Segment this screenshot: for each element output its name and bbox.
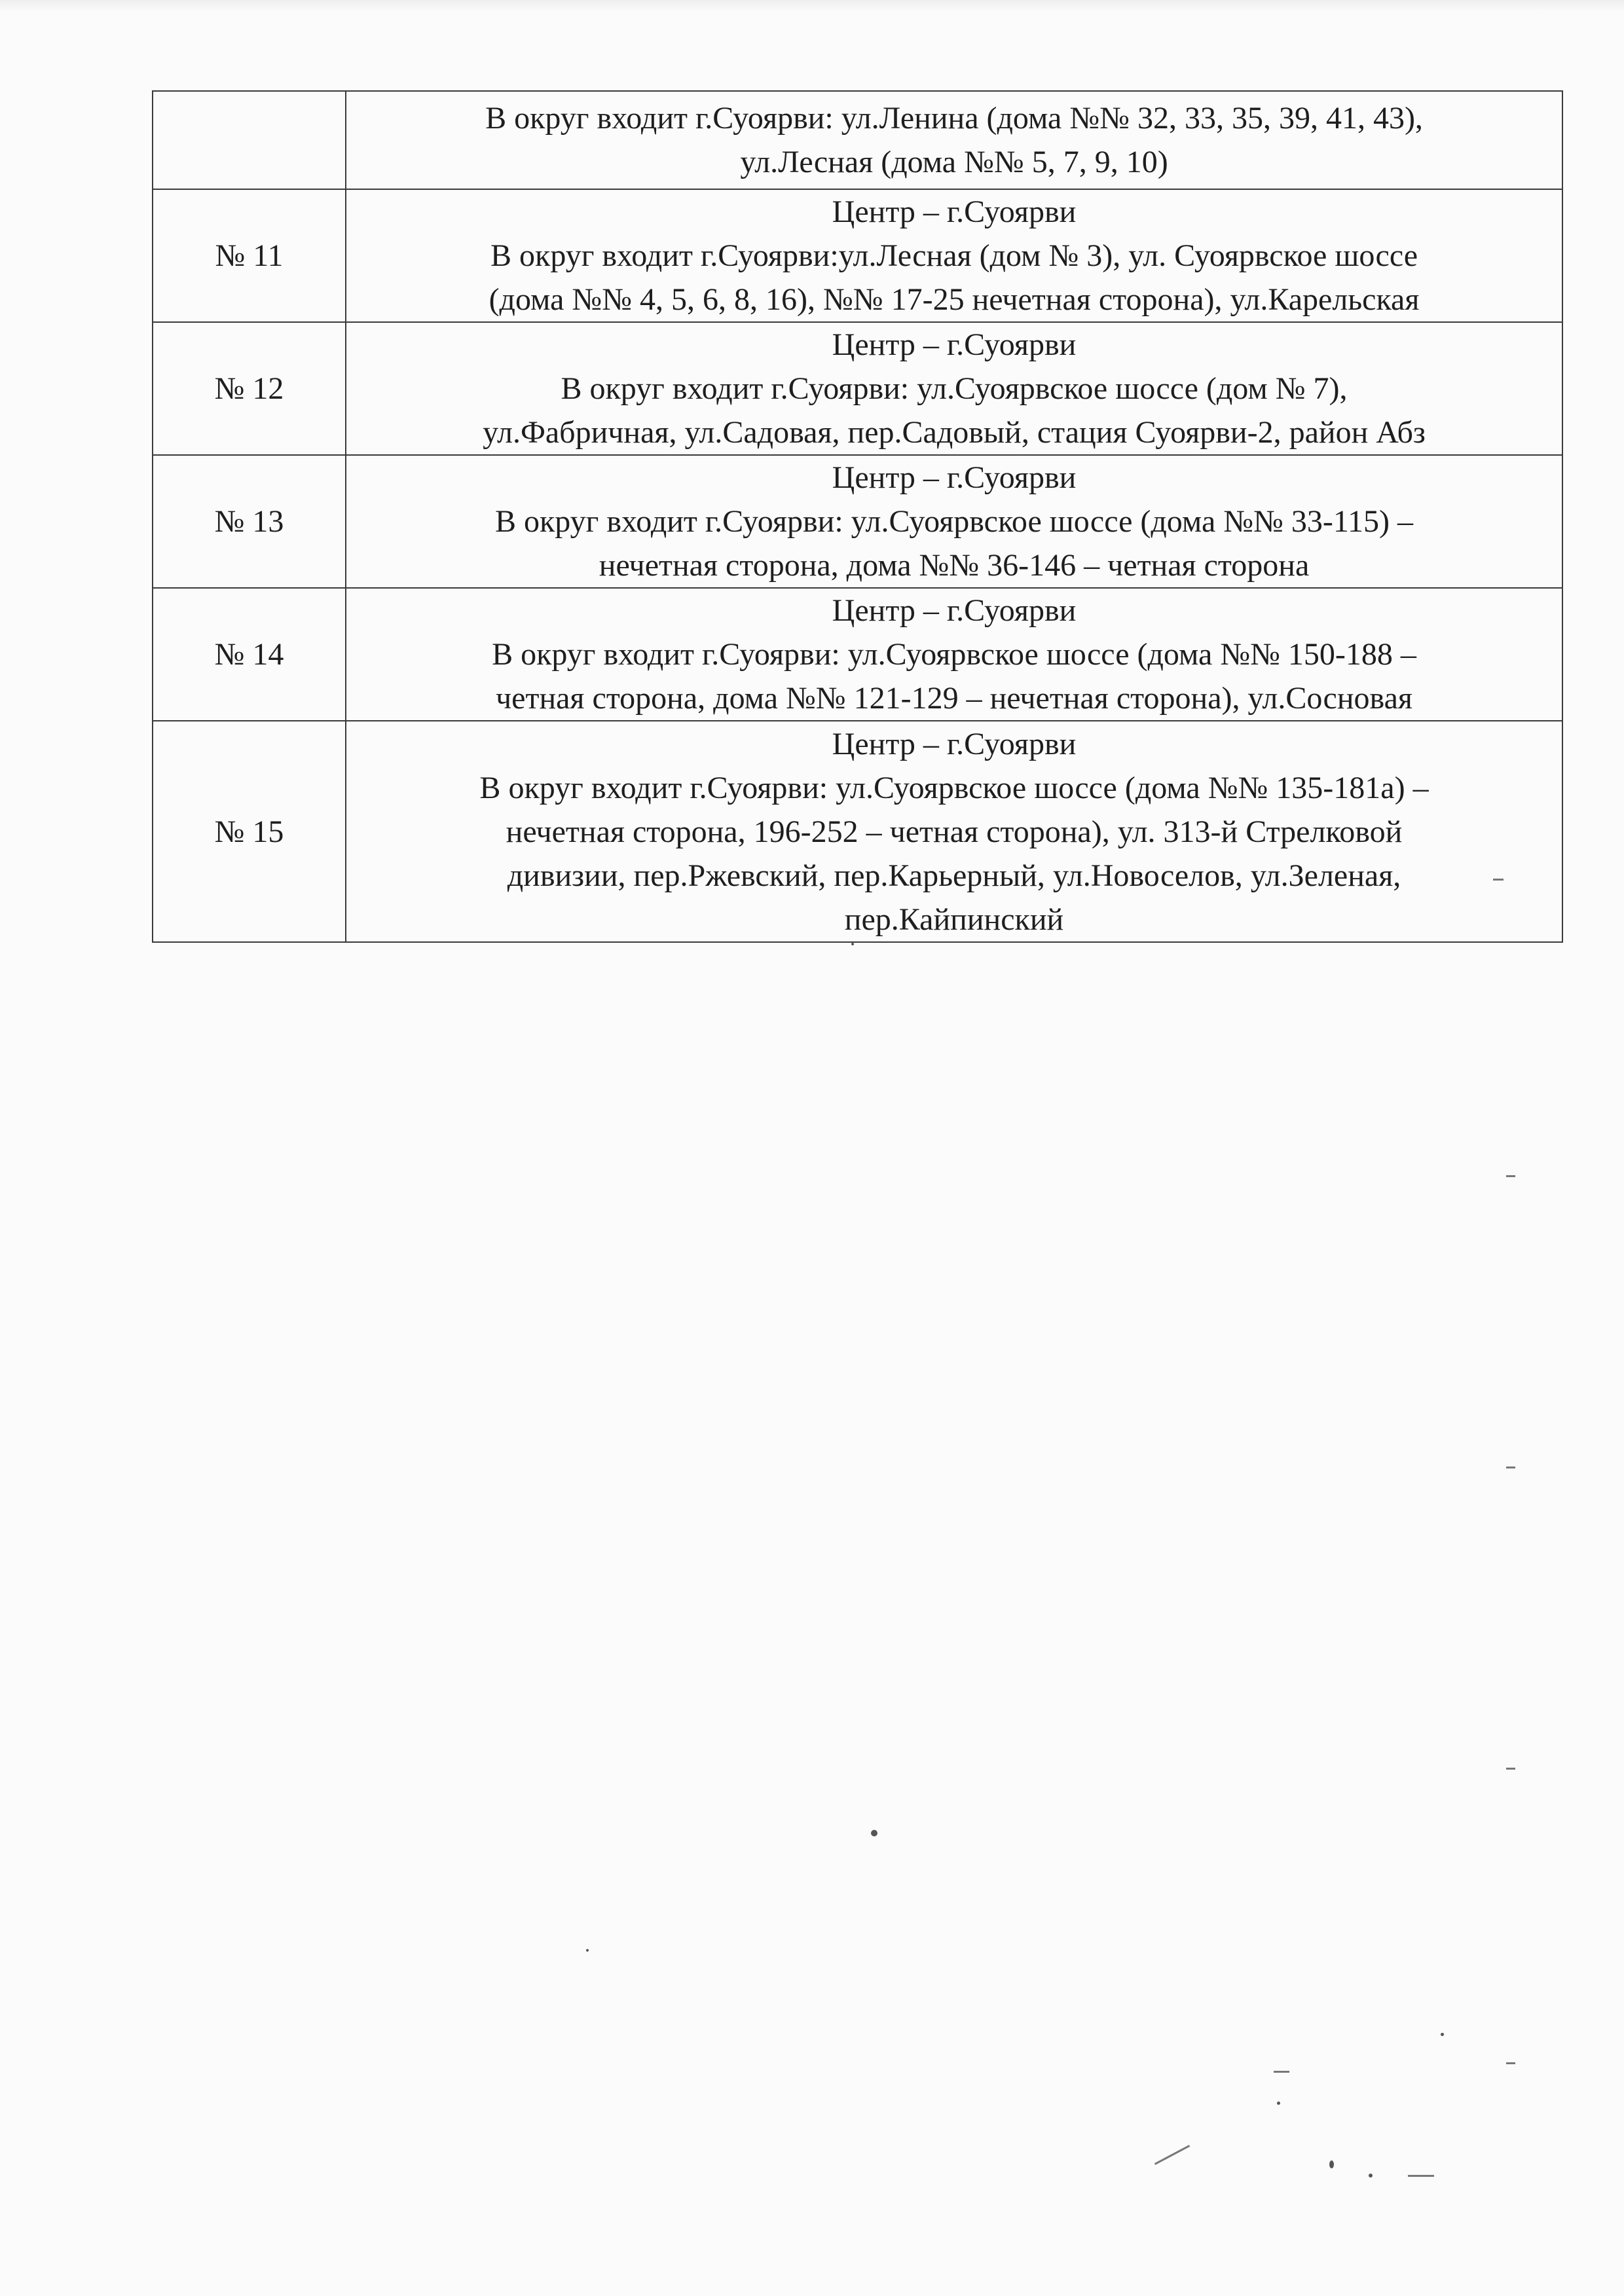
description-line: Центр – г.Суоярви <box>832 726 1077 761</box>
scan-mark <box>1493 879 1504 881</box>
district-number: № 12 <box>153 322 346 455</box>
scan-mark <box>1506 2062 1515 2064</box>
table-row <box>153 91 1562 189</box>
scan-speck <box>1441 2033 1444 2036</box>
scan-speck <box>851 943 854 945</box>
description-line: В округ входит г.Суоярви:ул.Лесная (дом № 3), ул. Суоярвское шоссе <box>490 238 1418 273</box>
scan-speck <box>1369 2174 1373 2178</box>
description-line: В округ входит г.Суоярви: ул.Ленина (дома №№ 32, 33, 35, 39, 41, 43), <box>485 101 1423 136</box>
table-row <box>153 455 1562 588</box>
district-number <box>153 91 346 189</box>
scan-speck <box>1329 2160 1334 2168</box>
table-row <box>153 189 1562 322</box>
description-line: В округ входит г.Суоярви: ул.Суоярвское шоссе (дома №№ 135-181а) – <box>479 770 1429 805</box>
description-line: Центр – г.Суоярви <box>832 593 1077 628</box>
district-number: № 13 <box>153 455 346 588</box>
district-description <box>346 91 1562 189</box>
description-line: Центр – г.Суоярви <box>832 194 1077 229</box>
scan-mark <box>1506 1467 1515 1468</box>
description-line: В округ входит г.Суоярви: ул.Суоярвское шоссе (дом № 7), <box>561 371 1348 406</box>
district-description <box>346 588 1562 721</box>
description-line: четная сторона, дома №№ 121-129 – нечетная сторона), ул.Сосновая <box>496 681 1412 716</box>
district-number: № 14 <box>153 588 346 721</box>
description-line: (дома №№ 4, 5, 6, 8, 16), №№ 17-25 нечетная сторона), ул.Карельская <box>489 282 1420 317</box>
scan-mark <box>1408 2175 1434 2177</box>
scan-top-edge <box>0 0 1624 12</box>
scan-speck <box>586 1949 589 1952</box>
district-description <box>346 455 1562 588</box>
table-row <box>153 721 1562 942</box>
district-description <box>346 322 1562 455</box>
table-row <box>153 588 1562 721</box>
scan-mark <box>1506 1175 1515 1177</box>
district-number: № 11 <box>153 189 346 322</box>
description-line: нечетная сторона, 196-252 – четная сторона), ул. 313-й Стрелковой <box>506 814 1403 849</box>
description-line: ул.Фабричная, ул.Садовая, пер.Садовый, стация Суоярви-2, район Абз <box>483 415 1426 450</box>
districts-table <box>152 90 1563 943</box>
description-line: нечетная сторона, дома №№ 36-146 – четная сторона <box>599 548 1310 583</box>
description-line: Центр – г.Суоярви <box>832 327 1077 362</box>
district-description <box>346 721 1562 942</box>
description-line: В округ входит г.Суоярви: ул.Суоярвское шоссе (дома №№ 150-188 – <box>492 637 1416 672</box>
scan-speck <box>1277 2102 1280 2105</box>
description-line: ул.Лесная (дома №№ 5, 7, 9, 10) <box>740 145 1168 179</box>
description-line: В округ входит г.Суоярви: ул.Суоярвское шоссе (дома №№ 33-115) – <box>494 504 1414 539</box>
table-row <box>153 322 1562 455</box>
scan-speck <box>871 1830 877 1836</box>
description-line: Центр – г.Суоярви <box>832 460 1077 495</box>
description-line: пер.Кайпинский <box>844 902 1064 937</box>
description-line: дивизии, пер.Ржевский, пер.Карьерный, ул.Новоселов, ул.Зеленая, <box>507 858 1401 893</box>
district-number: № 15 <box>153 721 346 942</box>
scan-mark <box>1154 2145 1190 2165</box>
district-description <box>346 189 1562 322</box>
scan-mark <box>1274 2071 1289 2073</box>
scan-mark <box>1506 1768 1515 1770</box>
